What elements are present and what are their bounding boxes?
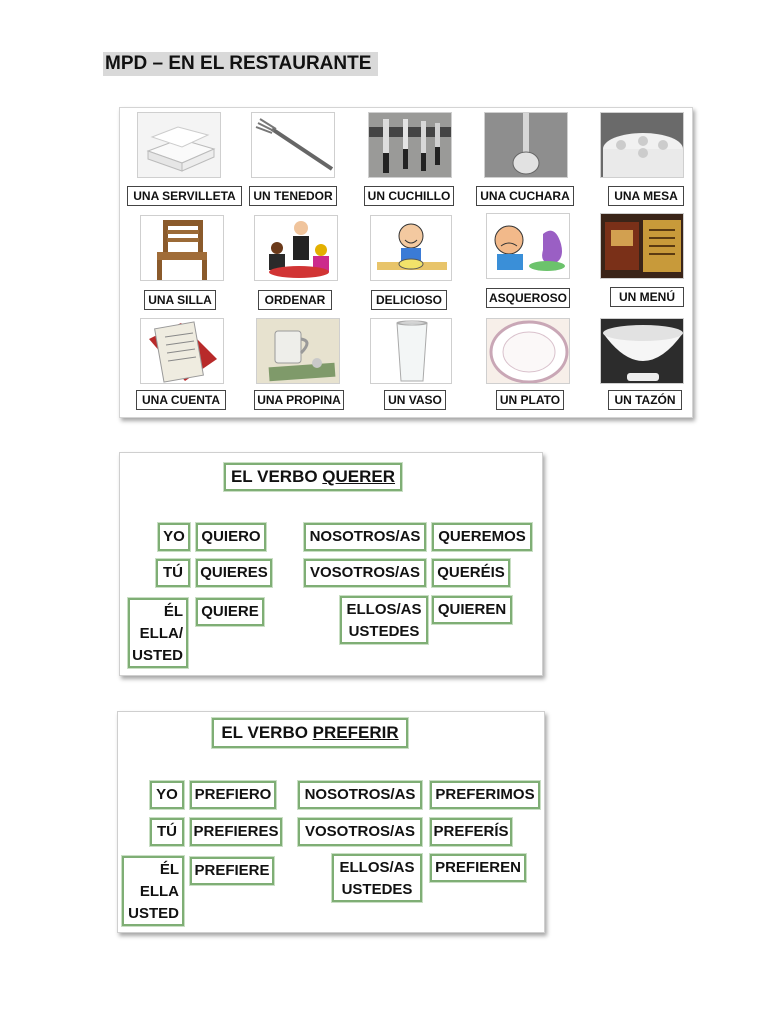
pronoun-ellos-ustedes [332,854,422,902]
title-verb: PREFERIR [312,723,399,742]
form-ellos: QUIEREN [432,596,512,624]
vocabulary-panel [119,107,693,418]
pronoun-ustedes: USTEDES [348,623,420,640]
title-prefix: EL VERBO [230,467,318,486]
table-icon [600,112,684,178]
title-prefix: EL VERBO [221,723,308,742]
form-ellos: PREFIEREN [430,854,526,882]
pronoun-el-ella-usted [128,598,188,668]
pronoun-el: ÉL [159,861,179,878]
napkin-icon [137,112,221,178]
pronoun-ellos: ELLOS/AS [346,601,422,618]
form-vosotros: QUERÉIS [432,559,510,587]
pronoun-ella: ELLA [139,883,179,900]
pronoun-tu: TÚ [156,559,190,587]
waiter-icon [254,215,338,281]
plate-icon [486,318,570,384]
knife-icon [368,112,452,178]
pronoun-ellos: ELLOS/AS [339,859,415,876]
pronoun-vosotros: VOSOTROS/AS [298,818,422,846]
title-verb: QUERER [322,467,396,486]
form-nosotros: PREFERIMOS [430,781,540,809]
pronoun-el-ella-usted [122,856,184,926]
tip-icon [256,318,340,384]
form-vosotros: PREFERÍS [430,818,512,846]
vocab-label: UN TENEDOR [249,186,337,206]
form-yo: QUIERO [196,523,266,551]
pronoun-usted: USTED [128,905,179,922]
form-yo: PREFIERO [190,781,276,809]
form-tu: PREFIERES [190,818,282,846]
pronoun-nosotros: NOSOTROS/AS [298,781,422,809]
pronoun-vosotros: VOSOTROS/AS [304,559,426,587]
form-tu: QUIERES [196,559,272,587]
spoon-icon [484,112,568,178]
menu-icon [600,213,684,279]
form-nosotros: QUEREMOS [432,523,532,551]
bill-icon [140,318,224,384]
vocab-label: UNA SERVILLETA [127,186,242,206]
pronoun-ellos-ustedes [340,596,428,644]
vocab-label: UNA CUENTA [136,390,226,410]
page-title: MPD – EN EL RESTAURANTE [103,52,378,76]
vocab-label: DELICIOSO [371,290,447,310]
form-el: QUIERE [196,598,264,626]
happy-eater-icon [370,215,452,281]
preferir-panel [117,711,545,933]
vocab-label: UNA PROPINA [254,390,344,410]
pronoun-ustedes: USTEDES [341,881,413,898]
disgusted-eater-icon [486,213,570,279]
pronoun-yo: YO [158,523,190,551]
vocab-label: UN VASO [384,390,446,410]
pronoun-usted: USTED [132,647,183,664]
bowl-icon [600,318,684,384]
vocab-label: UN PLATO [496,390,564,410]
querer-panel [119,452,543,676]
vocab-label: UNA SILLA [144,290,216,310]
fork-icon [251,112,335,178]
vocab-label: UN TAZÓN [608,390,682,410]
vocab-label: ORDENAR [258,290,332,310]
vocab-label: UN MENÚ [610,287,684,307]
preferir-title [212,718,408,748]
vocab-label: UNA MESA [608,186,684,206]
vocab-label: UNA CUCHARA [476,186,574,206]
pronoun-nosotros: NOSOTROS/AS [304,523,426,551]
pronoun-yo: YO [150,781,184,809]
vocab-label: UN CUCHILLO [364,186,454,206]
form-el: PREFIERE [190,857,274,885]
glass-icon [370,318,452,384]
chair-icon [140,215,224,281]
pronoun-tu: TÚ [150,818,184,846]
querer-title [224,463,402,491]
vocab-label: ASQUEROSO [486,288,570,308]
pronoun-el: ÉL [163,603,183,620]
pronoun-ella: ELLA/ [139,625,183,642]
